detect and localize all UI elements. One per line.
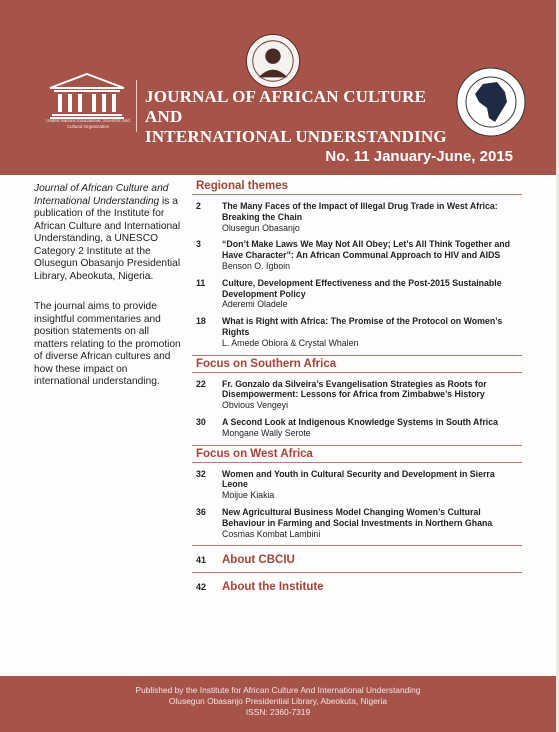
toc-extra-title: About the Institute [222, 581, 324, 594]
toc-entry-title: Fr. Gonzalo da Silveira’s Evangelisation Strategies as Roots for Disempowerment: Lessons for Africa from Zimbabwe’s History [222, 378, 487, 400]
toc-page-number: 41 [196, 555, 207, 566]
intro-paragraph-1-rest: is a publication of the Institute for African Culture and International Understanding, a UNESCO Category 2 Institute at the Olusegun Obasanjo Presidential Library, Abeokuta, Nigeria. [34, 195, 181, 282]
toc-entry-title: The Many Faces of the Impact of Illegal Drug Trade in West Africa: Breaking the Chain [222, 201, 498, 222]
toc-entry [192, 507, 522, 539]
toc-extra-title: About CBCIU [222, 554, 295, 567]
journal-name-italic: Journal of African Culture and International Understanding [34, 183, 169, 207]
table-of-contents [192, 178, 522, 593]
footer-band [0, 676, 556, 732]
toc-entry-title: A Second Look at Indigenous Knowledge Systems in South Africa [222, 416, 498, 427]
section-title-west-africa: Focus on West Africa [192, 445, 522, 463]
toc-entry [192, 417, 522, 439]
toc-entry-author: Benson O. Igboin [222, 260, 290, 271]
toc-page-number: 2 [196, 201, 201, 211]
intro-column [34, 183, 182, 407]
toc-extra-entry [192, 581, 522, 593]
issue-label: No. 11 January-June, 2015 [325, 148, 513, 165]
toc-entry [192, 469, 522, 501]
toc-entry-title: New Agricultural Business Model Changing Women’s Cultural Behaviour in Farming and Social Investments in Northern Ghana [222, 506, 493, 528]
unesco-caption: United Nations Educational, Scientific and Cultural Organization [46, 118, 130, 129]
toc-page-number: 11 [196, 277, 206, 288]
toc-page-number: 22 [196, 378, 206, 389]
toc-entry-title: Culture, Development Effectiveness and the Post-2015 Sustainable Development Policy [222, 277, 502, 299]
toc-entry [192, 239, 522, 271]
toc-page-number: 3 [196, 239, 201, 250]
toc-entry-author: Obvious Vengeyi [222, 400, 289, 411]
iaciu-seal-icon [455, 66, 527, 138]
intro-paragraph-1 [34, 183, 182, 283]
footer-address: Olusegun Obasanjo Presidential Library, Abeokuta, Nigeria [168, 696, 388, 706]
portrait-seal-icon [246, 34, 300, 88]
journal-title-line1: JOURNAL OF AFRICAN CULTURE AND [145, 87, 427, 126]
toc-entry-author: Moijue Kiakia [222, 490, 275, 501]
toc-page-number: 32 [196, 468, 206, 479]
toc-page-number: 30 [196, 416, 206, 427]
toc-entry-title: Women and Youth in Cultural Security and Development in Sierra Leone [222, 468, 495, 490]
journal-title-line2: INTERNATIONAL UNDERSTANDING [145, 127, 447, 146]
toc-entry [192, 379, 522, 411]
toc-entry [192, 316, 522, 348]
toc-entry-author: L. Amede Obiora & Crystal Whalen [222, 337, 359, 348]
toc-entry [192, 278, 522, 310]
section-title-regional-themes: Regional themes [192, 178, 522, 195]
toc-entry-title: “Don’t Make Laws We May Not All Obey; Let’s All Think Together and Have Character”: An African Communal Approach to HIV and AIDS [222, 239, 511, 261]
intro-paragraph-2: The journal aims to provide insightful commentaries and position statements on all matters relating to the promotion of diverse African cultures and how these impact on international understanding. [34, 301, 181, 387]
toc-entry-author: Cosmas Kombat Lambini [222, 528, 321, 539]
journal-title [145, 87, 450, 147]
toc-entry-author: Olusegun Obasanjo [222, 222, 300, 233]
header-divider [136, 80, 137, 132]
section-title-southern-africa: Focus on Southern Africa [192, 355, 522, 373]
toc-divider [192, 545, 522, 546]
toc-extra-entry [192, 554, 522, 566]
toc-page-number: 18 [196, 316, 206, 327]
toc-entry-author: Mongane Wally Serote [222, 427, 311, 438]
toc-entry-author: Aderemi Oladele [222, 299, 288, 310]
toc-entry [192, 201, 522, 233]
footer-publisher: Published by the Institute for African Culture And International Understanding [135, 685, 421, 695]
toc-divider [192, 572, 522, 573]
toc-page-number: 36 [196, 506, 206, 517]
toc-page-number: 42 [196, 582, 207, 593]
toc-entry-title: What is Right with Africa: The Promise of the Protocol on Women’s Rights [222, 316, 503, 337]
footer-issn: ISSN: 2360-7319 [245, 707, 311, 717]
